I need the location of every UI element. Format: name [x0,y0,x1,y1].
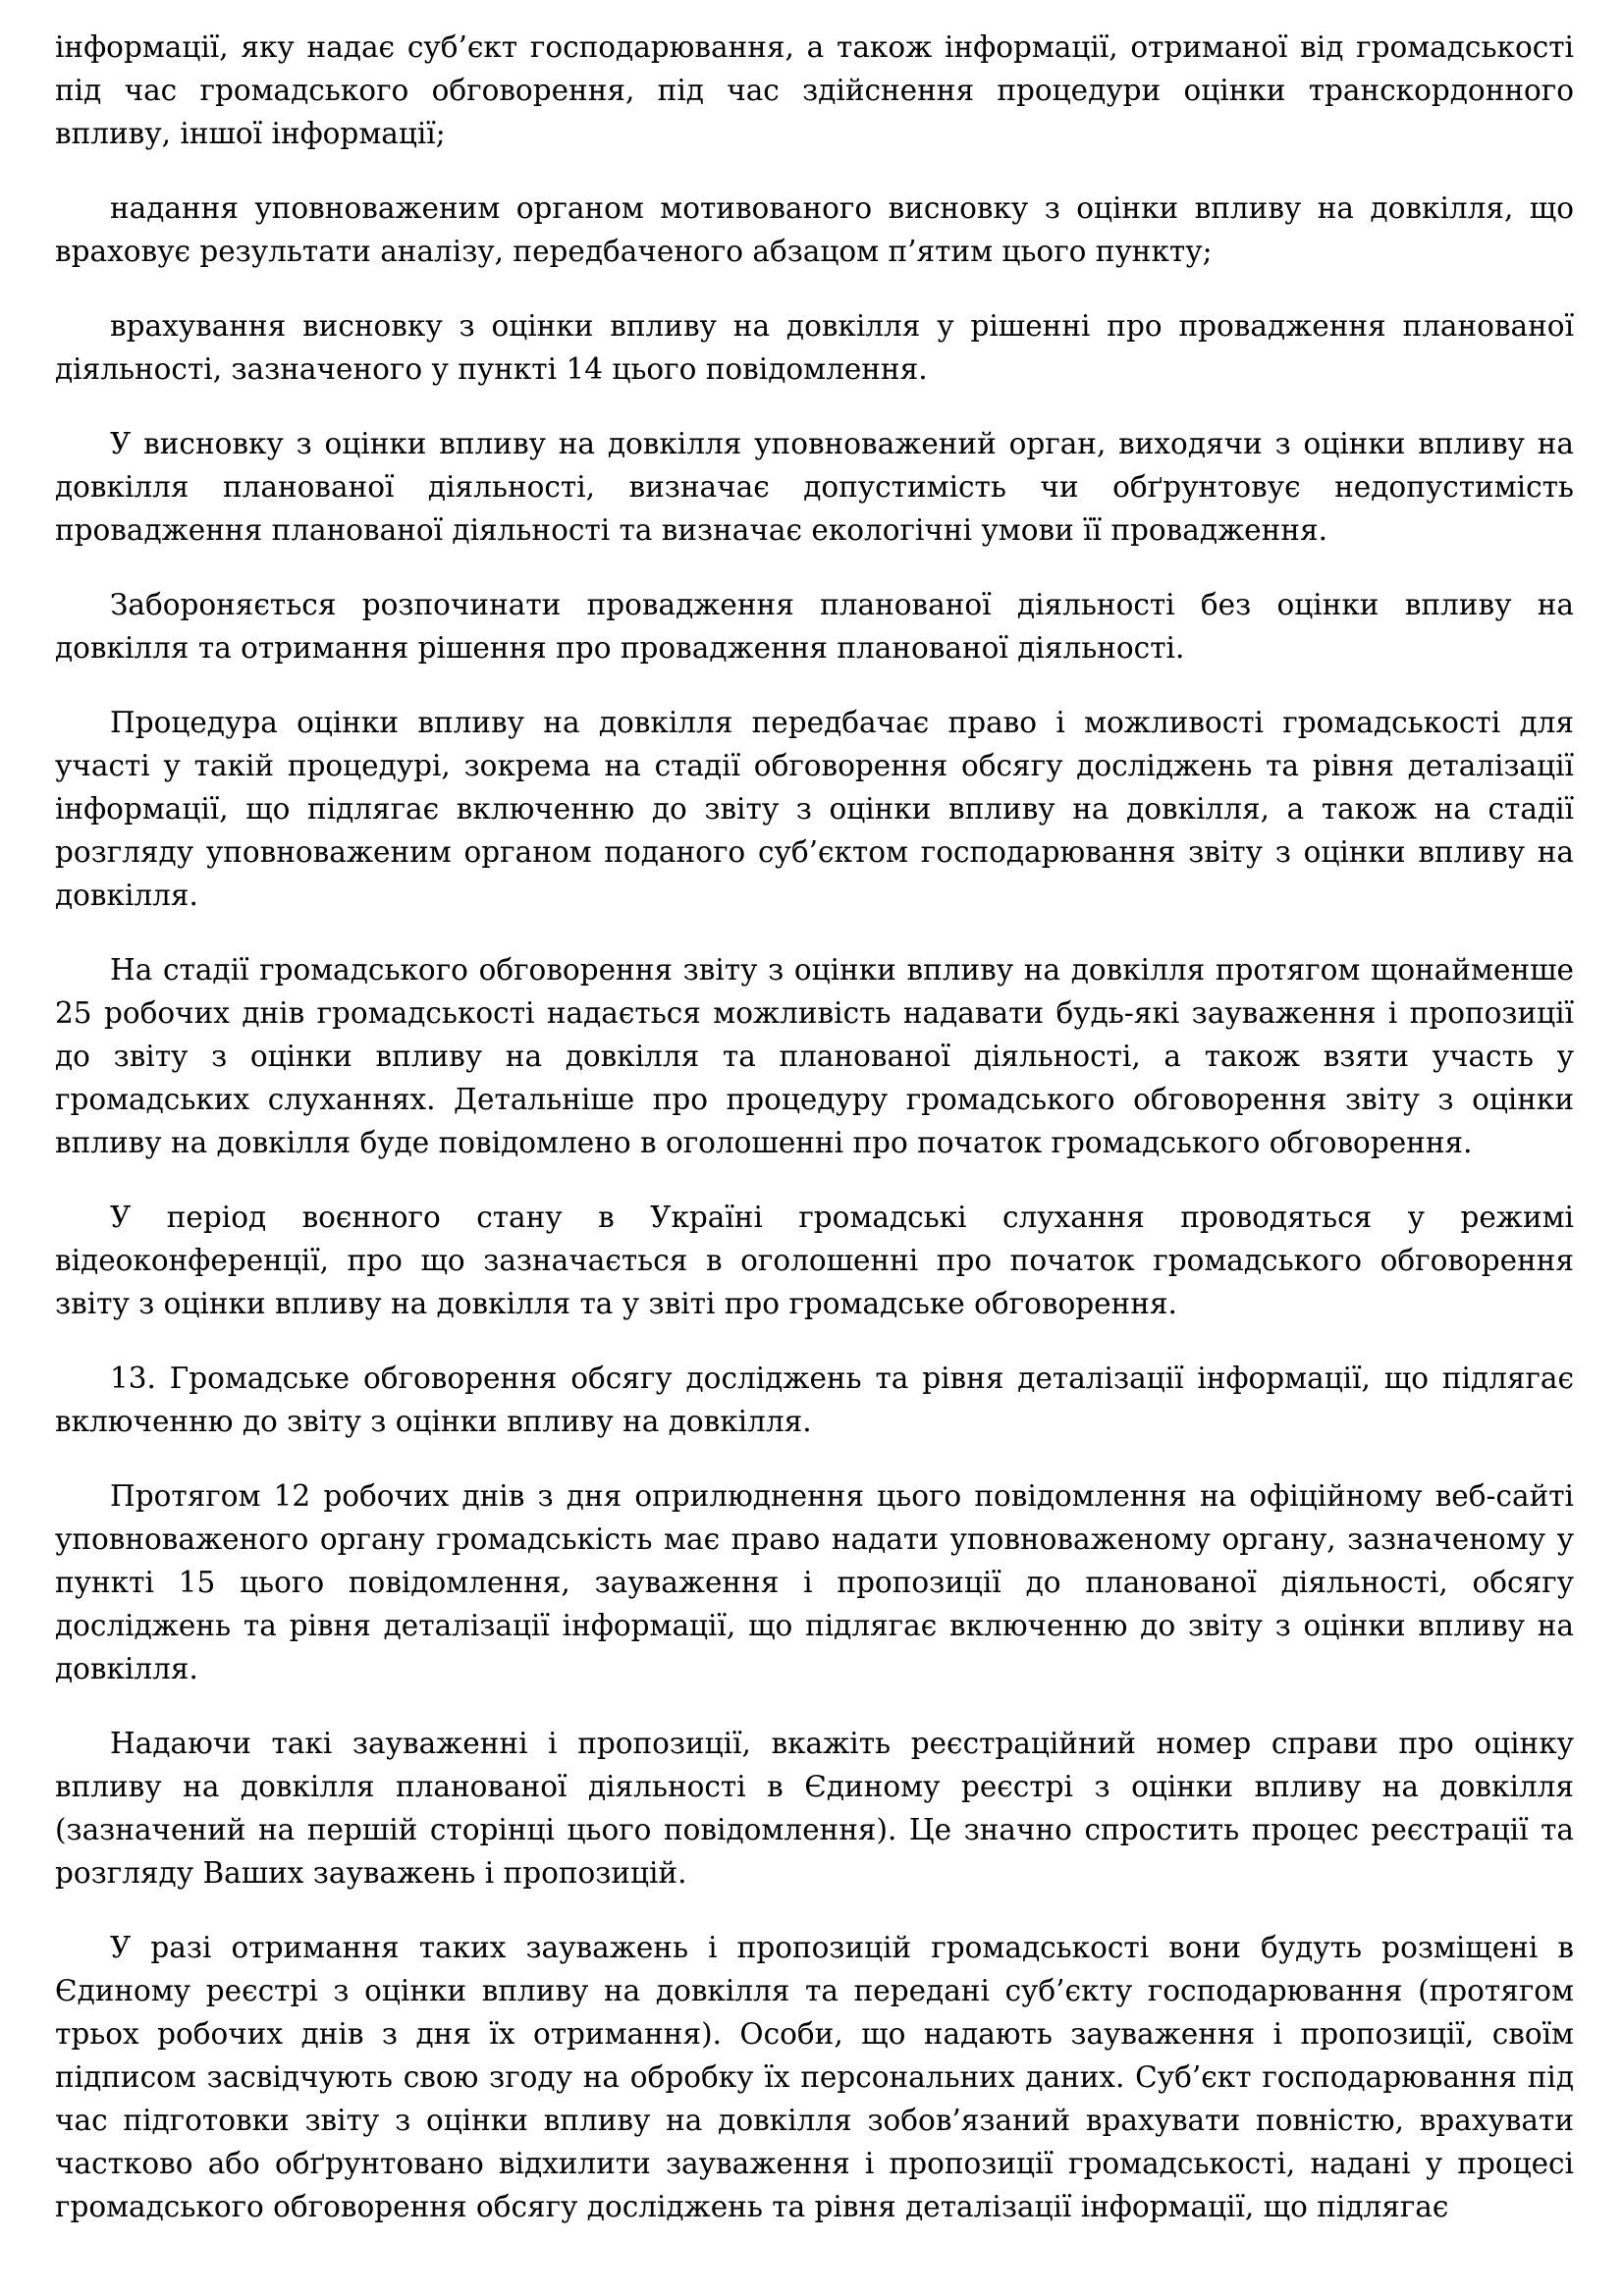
document-page [55,26,1574,2260]
paragraph: Забороняється розпочинати провадження планованої діяльності без оцінки впливу на довкілля та отримання рішення про провадження планованої діяльності. [55,588,1574,665]
paragraph: Протягом 12 робочих днів з дня оприлюднення цього повідомлення на офіційному веб-сайті уповноваженого органу громадськість має право надати уповноваженому органу, зазначеному у пункті 15 цього повідомлення, зауваження і пропозиції до планованої діяльності, обсягу досліджень та рівня деталізації інформації, що підлягає включенню до звіту з оцінки впливу на довкілля. [55,1479,1574,1685]
paragraph: Надаючи такі зауваженні і пропозиції, вкажіть реєстраційний номер справи про оцінку впливу на довкілля планованої діяльності в Єдиному реєстрі з оцінки впливу на довкілля (зазначений на першій сторінці цього повідомлення). Це значно спростить процес реєстрації та розгляду Ваших зауважень і пропозицій. [55,1727,1574,1890]
paragraph: надання уповноваженим органом мотивованого висновку з оцінки впливу на довкілля, що враховує результати аналізу, передбаченого абзацом п’ятим цього пункту; [55,191,1574,268]
paragraph: У період воєнного стану в Україні громадські слухання проводяться у режимі відеоконференції, про що зазначається в оголошенні про початок громадського обговорення звіту з оцінки впливу на довкілля та у звіті про громадське обговорення. [55,1201,1574,1320]
paragraph-continued: інформації, яку надає суб’єкт господарювання, а також інформації, отриманої від громадськості під час громадського обговорення, під час здійснення процедури оцінки транскордонного впливу, іншої інформації; [55,30,1574,150]
paragraph: врахування висновку з оцінки впливу на довкілля у рішенні про провадження планованої діяльності, зазначеного у пункті 14 цього повідомлення. [55,309,1574,386]
paragraph: Процедура оцінки впливу на довкілля передбачає право і можливості громадськості для участі у такій процедурі, зокрема на стадії обговорення обсягу досліджень та рівня деталізації інформації, що підлягає включенню до звіту з оцінки впливу на довкілля, а також на стадії розгляду уповноваженим органом поданого суб’єктом господарювання звіту з оцінки впливу на довкілля. [55,706,1574,912]
section-heading-13: 13. Громадське обговорення обсягу досліджень та рівня деталізації інформації, що підлягає включенню до звіту з оцінки впливу на довкілля. [55,1362,1574,1438]
paragraph: На стадії громадського обговорення звіту з оцінки впливу на довкілля протягом щонайменше 25 робочих днів громадськості надається можливість надавати будь-які зауваження і пропозиції до звіту з оцінки впливу на довкілля та планованої діяльності, а також взяти участь у громадських слуханнях. Детальніше про процедуру громадського обговорення звіту з оцінки впливу на довкілля буде повідомлено в оголошенні про початок громадського обговорення. [55,953,1574,1159]
paragraph: У висновку з оцінки впливу на довкілля уповноважений орган, виходячи з оцінки впливу на довкілля планованої діяльності, визначає допустимість чи обґрунтовує недопустимість провадження планованої діяльності та визначає екологічні умови її провадження. [55,427,1574,547]
paragraph: У разі отримання таких зауважень і пропозицій громадськості вони будуть розміщені в Єдиному реєстрі з оцінки впливу на довкілля та передані суб’єкту господарювання (протягом трьох робочих днів з дня їх отримання). Особи, що надають зауваження і пропозиції, своїм підписом засвідчують свою згоду на обробку їх персональних даних. Суб’єкт господарювання під час підготовки звіту з оцінки впливу на довкілля зобов’язаний врахувати повністю, врахувати частково або обґрунтовано відхилити зауваження і пропозиції громадськості, надані у процесі громадського обговорення обсягу досліджень та рівня деталізації інформації, що підлягає [55,1931,1574,2223]
